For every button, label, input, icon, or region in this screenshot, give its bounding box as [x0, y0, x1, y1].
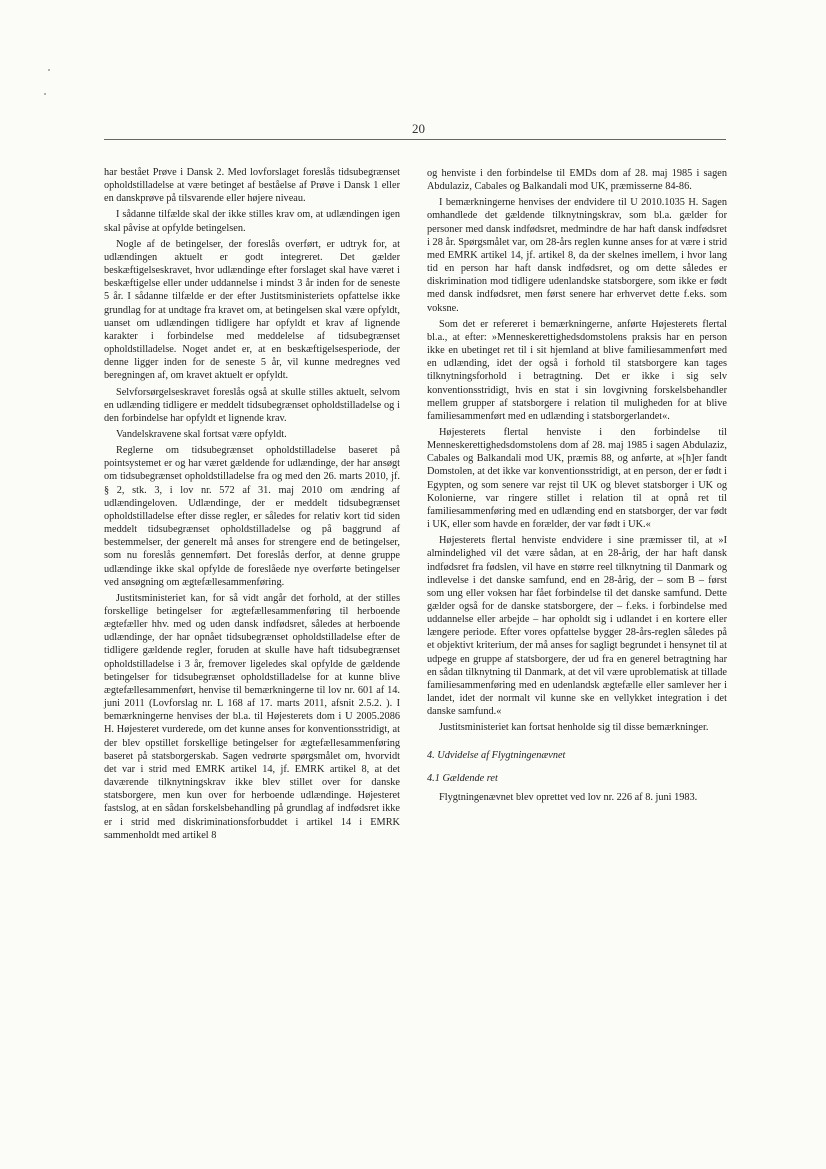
paragraph: Som det er refereret i bemærkningerne, anførte Højesterets flertal bl.a., at efter: »Menneskerettighedsdomstolens praksis har en person ikke en ubetinget ret til i sit hjemland at blive familiesammenført med en udlænding, idet der også i forhold til statsborgere kan tages tilknytningsforhold i betragtning. Det er ikke i sig selv konventionsstridigt, hvis en stat i sin lovgivning forskelsbehandler mellem grupper af statsborgere i relation til muligheden for at blive familiesammenført med en udlænding i statsborgerlandet«.: [427, 318, 727, 422]
paragraph: I sådanne tilfælde skal der ikke stilles krav om, at udlændingen igen skal påvise at opfylde betingelsen.: [104, 209, 400, 234]
paragraph: Højesterets flertal henviste endvidere i sine præmisser til, at »I almindelighed vil det være sådan, at en 28-årig, der har haft dansk indfødsret fra fødslen, vil have en større reel tilknytning til Danmark og indlevelse i det danske samfund, end en 28-årig, der – som B – først som ung eller voksen har fået forbindelse til det danske samfund. Dette gælder også for de danske statsborgere, der – f.eks. i forbindelse med uddannelse eller arbejde – har opholdt sig i udlandet i en kortere eller længere periode. Efter vores opfattelse bygger 28-års-reglen således på et objektivt kriterium, der må anses for sagligt begrundet i hensynet til at udpege en gruppe af statsborgere, der ud fra en generel betragtning har en sådan tilknytning til Danmark, at det vil være uproblematisk at tillade familiesammenføring med en udenlandsk ægtefælle eller samlever her i landet, idet der normalt vil kunne ske en vellykket integration i det danske samfund.«: [427, 535, 727, 718]
left-column: [104, 166, 400, 845]
page-number: 20: [412, 121, 425, 136]
scan-speck: [48, 69, 50, 71]
section-heading: 4. Udvidelse af Flygtningenævnet: [427, 749, 566, 761]
header-rule: [104, 139, 726, 140]
paragraph: Selvforsørgelseskravet foreslås også at skulle stilles aktuelt, selvom en udlænding tidligere er meddelt tidsubegrænset opholdstilladelse og i den forbindelse har opfyldt et lignende krav.: [104, 386, 400, 424]
paragraph: Nogle af de betingelser, der foreslås overført, er udtryk for, at udlændingen aktuelt er godt integreret. Det gælder beskæftigelseskravet, hvor udlændinge efter forslaget skal have været i beskæftigelse eller under uddannelse i mindst 3 år inden for de seneste 5 år. I sådanne tilfælde er der efter Justitsministeriets opfattelse ikke grundlag for at undtage fra kravet om, at betingelsen skal være opfyldt, uanset om udlændingen tidligere har opfyldt et krav af lignende karakter i forbindelse med meddelelse af tidsubegrænset opholdstilladelse. Noget andet er, at en beskæftigelsesperiode, der denne ligger inden for de seneste 5 år, vil kunne medregnes ved beregningen af, om kravet aktuelt er opfyldt.: [104, 238, 400, 382]
paragraph: har bestået Prøve i Dansk 2. Med lovforslaget foreslås tidsubegrænset opholdstilladelse at være betinget af beståelse af Prøve i Dansk 1 eller en danskprøve på tilsvarende eller højere niveau.: [104, 167, 400, 205]
paragraph: Justitsministeriet kan, for så vidt angår det forhold, at der stilles forskellige betingelser for ægtefællesammenføring til herboende ægtefæller hhv. med og uden dansk indfødsret, således at herboende udlændinge, der har opnået tidsubegrænset opholdstilladelse efter de tidligere gældende regler, foruden at skulle have haft tidsubegrænset opholdstilladelse i 3 år, fremover ligeledes skal opfylde de gældende betingelser for tidsubegrænset opholdstilladelse for at kunne blive ægtefællesammenført, henvise til bemærkningerne til lov nr. 601 af 14. juni 2011 (Lovforslag nr. L 168 af 17. marts 2011, afsnit 2.5.2. ). I bemærkningerne henvises der bl.a. til Højesterets dom i U 2005.2086 H. Højesteret vurderede, om det kunne anses for konventionsstridigt, at der blev opstillet forskellige betingelser for ægtefællesammenføring baseret på statsborgerskab. Sagen vedrørte spørgsmålet om, hvorvidt det var i strid med EMRK artikel 14, jf. EMRK artikel 8, at det daværende tilknytningskrav ikke blev stillet over for danske statsborgere, men kun over for herboende udlændinge. Højesteret fastslog, at en sådan forskelsbehandling på grundlag af indfødsret ikke er i strid med diskriminationsforbuddet i artikel 14 i EMRK sammenholdt med artikel 8: [104, 592, 400, 841]
paragraph: Reglerne om tidsubegrænset opholdstilladelse baseret på pointsystemet er og har været gældende for udlændinge, der har ansøgt om tidsubegrænset opholdstilladelse fra og med den 26. marts 2010, jf. § 2, stk. 3, i lov nr. 572 af 31. maj 2010 om ændring af udlændingeloven. Udlændinge, der er meddelt tidsubegrænset opholdstilladelse efter disse regler, er således for relativ kort tid siden meddelt tidsubegrænset opholdstilladelse og på baggrund af bestemmelser, der generelt må anses for strengere end de betingelser, som nu foreslås gennemført. Det foreslås derfor, at denne gruppe udlændinge ikke skal opfylde de foreslåede nye overførte betingelser ved ansøgning om ægtefællesammenføring.: [104, 445, 400, 588]
right-column: [427, 167, 727, 807]
scan-speck: [44, 93, 46, 95]
paragraph: og henviste i den forbindelse til EMDs dom af 28. maj 1985 i sagen Abdulaziz, Cabales og Balkandali mod UK, præmisserne 84-86.: [427, 168, 727, 193]
paragraph: Justitsministeriet kan fortsat henholde sig til disse bemærkninger.: [439, 722, 709, 734]
subsection-heading: 4.1 Gældende ret: [427, 772, 498, 784]
paragraph: I bemærkningerne henvises der endvidere til U 2010.1035 H. Sagen omhandlede det gældende tilknytningskrav, som bl.a. gælder for personer med dansk indfødsret, medmindre de har haft dansk indfødsret i 28 år. Spørgsmålet var, om 28-års reglen kunne anses for at være i strid med EMRK artikel 14, jf. artikel 8, da der skelnes imellem, i hvor lang tid en person har haft dansk indfødsret, og om dette således er diskrimination mod tidligere udenlandske statsborgere, som ikke er født med dansk indfødsret, men først senere har erhvervet dette f.eks. som voksne.: [427, 197, 727, 314]
paragraph: Vandelskravene skal fortsat være opfyldt.: [116, 428, 287, 440]
paragraph: Højesterets flertal henviste i den forbindelse til Menneskerettighedsdomstolens dom af 28. maj 1985 i sagen Abdulaziz, Cabales og Balkandali mod UK, præmis 88, og anførte, at »[h]er fandt Domstolen, at det ikke var konventionsstridigt, at en person, der er født i Egypten, og som senere var rejst til UK og blevet statsborger i UK og Kolonierne, var ringere stillet i relation til at opnå ret til familiesammenføring med en udlænding end en statsborger, der var født i UK, eller som havde en forælder, der var født i UK.«: [427, 426, 727, 531]
paragraph: Flygtningenævnet blev oprettet ved lov nr. 226 af 8. juni 1983.: [439, 791, 698, 803]
